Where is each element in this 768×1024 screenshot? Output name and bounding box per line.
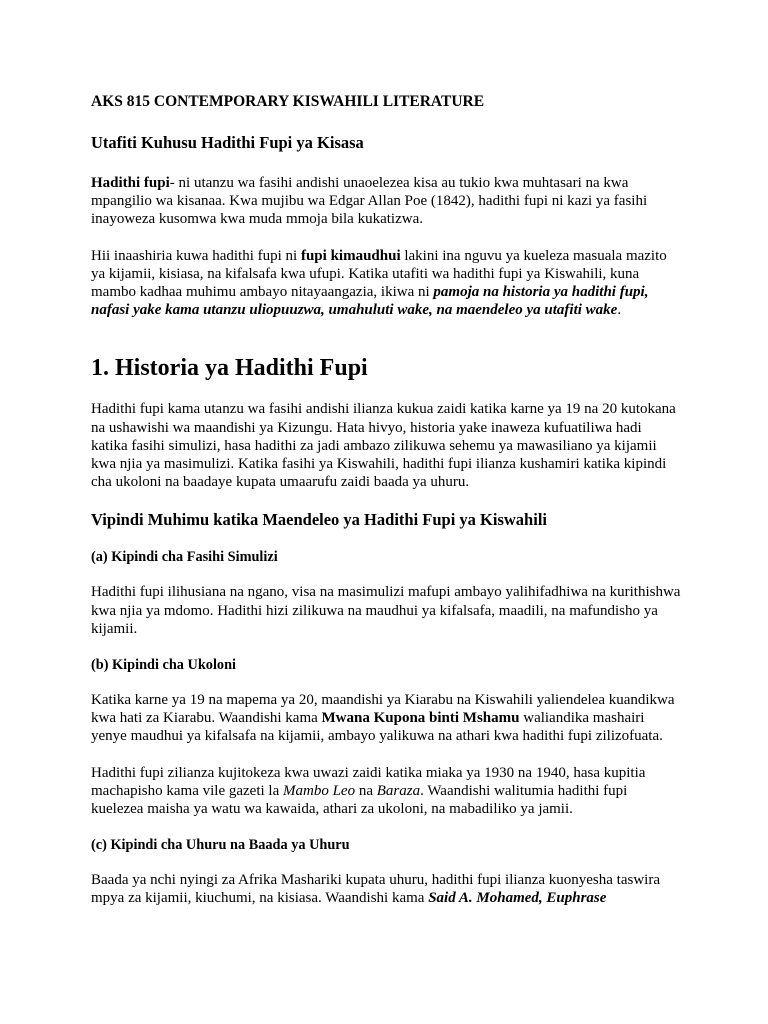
intro-paragraph-2-text-b: lakini ina nguvu ya kueleza masuala mazito ya kijamii, kisiasa, na kifalsafa kwa ufupi. Katika utafiti wa hadithi fupi ya Kiswahili, kuna mambo kadhaa muhimu ambayo nitayaangazia, ikiwa ni — [91, 247, 667, 301]
section-1-subheading: Vipindi Muhimu katika Maendeleo ya Hadithi Fupi ya Kiswahili — [91, 510, 547, 530]
intro-paragraph-2-text-a: Hii inaashiria kuwa hadithi fupi ni — [91, 247, 301, 264]
publication-mambo-leo: Mambo Leo — [283, 782, 356, 799]
document-subtitle: Utafiti Kuhusu Hadithi Fupi ya Kisasa — [91, 133, 364, 152]
intro-paragraph-1-text: - ni utanzu wa fasihi andishi unaoelezea kisa au tukio kwa muhtasari na kwa mpangilio wa kisanaa. Kwa mujibu wa Edgar Allan Poe (1842), hadithi fupi ni kazi ya fasihi inayoweza kusomwa kwa muda mmoja bila kukatizwa. — [91, 175, 648, 228]
period-c-paragraph — [91, 871, 682, 907]
period-b-p1-text-a: Katika karne ya 19 na mapema ya 20, maandishi ya Kiarabu na Kiswahili yaliendelea kuandikwa kwa hati za Kiarabu. Waandishi kama — [91, 692, 675, 727]
course-title: AKS 815 CONTEMPORARY KISWAHILI LITERATURE — [91, 93, 485, 110]
period-a-paragraph: Hadithi fupi ilihusiana na ngano, visa na masimulizi mafupi ambayo yalihifadhiwa na kurithishwa kwa njia ya mdomo. Hadithi hizi zilikuwa na maudhui ya kifalsafa, maadili, na mafundisho ya kijamii. — [91, 584, 681, 637]
intro-paragraph-2-end: . — [617, 302, 622, 319]
publication-baraza: Baraza — [376, 782, 421, 799]
period-b-paragraph-2 — [91, 764, 682, 819]
period-b-p2-text-b: . Waandishi walitumia hadithi fupi kuelezea maisha ya watu wa kawaida, athari za ukoloni, na mabadiliko ya jamii. — [91, 782, 628, 818]
section-1-paragraph: Hadithi fupi kama utanzu wa fasihi andishi ilianza kukua zaidi katika karne ya 19 na 20 kutokana na ushawishi wa maandishi ya Kizungu. Hata hivyo, historia yake inaweza kufuatiliwa hadi katika fasihi simulizi, hasa hadithi za jadi ambazo zilikuwa sehemu ya mawasiliano ya kijamii kwa njia ya masimulizi. Katika fasihi ya Kiswahili, hadithi fupi ilianza kushamiri katika kipindi cha ukoloni na baadaye kupata umaarufu zaidi baada ya uhuru. — [91, 401, 676, 491]
period-b-p1-text-b: waliandika mashairi yenye maudhui ya kifalsafa na kijamii, ambayo yalikuwa na athari kwa hadithi fupi zilizofuata. — [91, 710, 663, 745]
author-mwana-kupona: Mwana Kupona binti Mshamu — [321, 710, 520, 727]
period-b-paragraph-1 — [91, 691, 682, 746]
period-b-p2-text-mid: na — [355, 782, 377, 799]
authors-said-mohamed-euphrase: Said A. Mohamed, Euphrase — [428, 890, 607, 907]
intro-paragraph-2-bold-italic: pamoja na historia ya hadithi fupi, nafasi yake kama utanzu uliopuuzwa, umahuluti wake, na maendeleo ya utafiti wake — [91, 284, 649, 319]
intro-paragraph-1 — [91, 174, 682, 229]
term-hadithi-fupi: Hadithi fupi — [91, 175, 170, 191]
period-c-heading: (c) Kipindi cha Uhuru na Baada ya Uhuru — [91, 837, 350, 854]
section-1-heading: 1. Historia ya Hadithi Fupi — [91, 355, 368, 382]
period-b-heading: (b) Kipindi cha Ukoloni — [91, 657, 237, 674]
intro-paragraph-2-bold: fupi kimaudhui — [300, 247, 401, 264]
period-b-p2-text-a: Hadithi fupi zilianza kujitokeza kwa uwazi zaidi katika miaka ya 1930 na 1940, hasa kupitia machapisho kama vile gazeti la — [91, 764, 646, 799]
period-a-heading: (a) Kipindi cha Fasihi Simulizi — [91, 549, 278, 566]
intro-paragraph-2 — [91, 247, 682, 320]
period-c-text-a: Baada ya nchi nyingi za Afrika Mashariki kupata uhuru, hadithi fupi ilianza kuonyesha taswira mpya za kijamii, kiuchumi, na kisiasa. Waandishi kama — [91, 872, 660, 907]
